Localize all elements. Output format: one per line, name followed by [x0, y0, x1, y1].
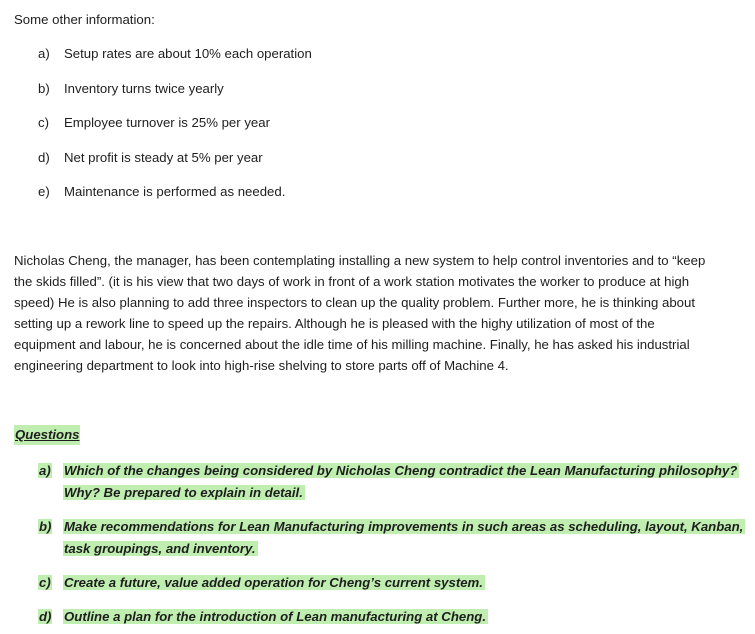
question-marker: b)	[39, 519, 52, 534]
paragraph-line: speed) He is also planning to add three inspectors to clean up the quality problem. Further more, he is thinking about	[14, 295, 696, 310]
info-text: Inventory turns twice yearly	[64, 80, 224, 96]
question-text: Why? Be prepared to explain in detail.	[64, 484, 303, 500]
question-text: Outline a plan for the introduction of Lean manufacturing at Cheng.	[64, 609, 486, 624]
info-item	[38, 79, 312, 114]
question-item	[38, 516, 743, 572]
question-item	[38, 460, 743, 516]
info-marker: d)	[38, 149, 50, 165]
question-marker: a)	[39, 463, 51, 478]
info-text: Maintenance is performed as needed.	[64, 184, 286, 199]
question-text: Make recommendations for Lean Manufacturing improvements in such areas as scheduling, layout, Kanban,	[64, 519, 744, 534]
info-marker: c)	[38, 115, 49, 130]
paragraph-line: setting up a rework line to speed up the repairs. Although he is pleased with the highy utilization of most of the	[14, 316, 655, 331]
question-marker: c)	[39, 575, 51, 590]
questions-heading: Questions	[14, 425, 80, 445]
paragraph-line: engineering department to look into high-rise shelving to store parts off of Machine 4.	[14, 358, 509, 373]
question-item	[38, 606, 743, 630]
question-text: Create a future, value added operation for Cheng’s current system.	[64, 575, 483, 590]
info-marker: a)	[38, 46, 50, 61]
info-item	[38, 113, 312, 148]
info-list	[38, 44, 312, 217]
info-text: Net profit is steady at 5% per year	[64, 149, 263, 165]
paragraph-line: Nicholas Cheng, the manager, has been contemplating installing a new system to help control inventories and to “keep	[14, 253, 706, 268]
info-text: Employee turnover is 25% per year	[64, 115, 270, 130]
paragraph-line: the skids filled”. (it is his view that two days of work in front of a work station motivates the worker to produce at high	[14, 274, 690, 289]
info-item	[38, 182, 312, 217]
questions-list	[38, 460, 743, 630]
question-text: Which of the changes being considered by Nicholas Cheng contradict the Lean Manufacturing philosophy?	[64, 463, 738, 478]
question-text: task groupings, and inventory.	[64, 540, 256, 556]
info-text: Setup rates are about 10% each operation	[64, 46, 312, 61]
info-item	[38, 44, 312, 79]
paragraph-line: equipment and labour, he is concerned about the idle time of his milling machine. Finally, he has asked his industrial	[14, 337, 690, 352]
question-item	[38, 572, 743, 606]
manager-paragraph	[14, 250, 740, 376]
info-item	[38, 148, 312, 183]
info-marker: e)	[38, 184, 50, 199]
question-marker: d)	[39, 609, 52, 624]
intro-text: Some other information:	[14, 12, 155, 27]
info-marker: b)	[38, 80, 50, 96]
